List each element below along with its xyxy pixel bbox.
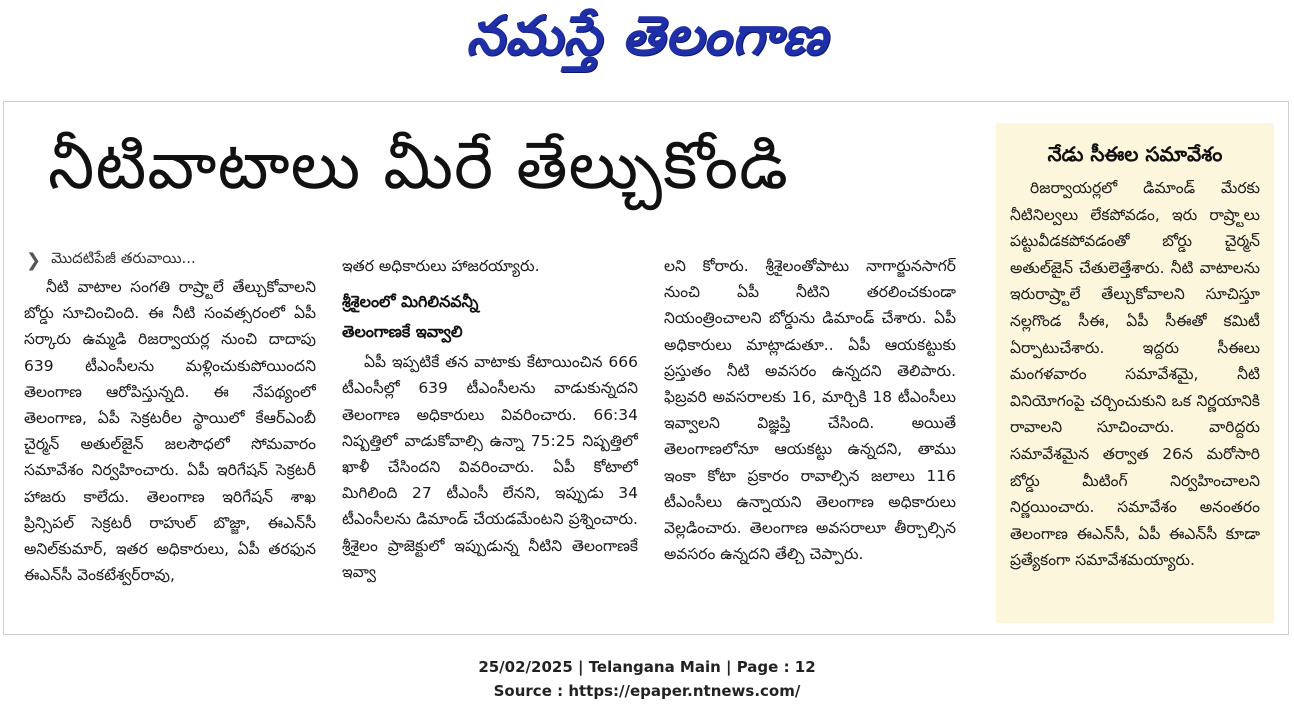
footer-date-page: 25/02/2025 | Telangana Main | Page : 12 (478, 658, 816, 676)
sidebar-box (996, 123, 1274, 623)
article-paragraph: నీటి వాటాల సంగతి రాష్ర్టాలే తేల్చుకోవాలని బోర్డు సూచించింది. ఈ నీటి సంవత్సరంలో ఏపీ సర్కారు ఉమ్మడి రిజర్వాయర్ల నుంచి దాదాపు 639 టీఎంసీలను మళ్లించుకుపోయిందని తెలంగాణ ఆరోపిస్తున్నది. ఈ నేపథ్యంలో తెలంగాణ, ఏపీ సెక్రటరీల స్థాయిలో కేఆర్‌ఎంబీ చైర్మన్ అతుల్‌జైన్ జలసౌధలో సోమవారం సమావేశం నిర్వహించారు. ఏపీ ఇరిగేషన్ సెక్రటరీ హాజరు కాలేదు. తెలంగాణ ఇరిగేషన్ శాఖ ప్రిన్సిపల్ సెక్రటరీ రాహుల్ బొజ్జా, ఈఎన్‌సీ అనిల్‌కుమార్, ఇతర అధికారులు, ఏపీ తరఫున ఈఎన్‌సీ వెంకటేశ్వర్‌రావు, (24, 278, 316, 585)
article-column-1 (24, 274, 316, 614)
subheading-line-1: శ్రీశైలంలో మిగిలినవన్నీ (342, 292, 479, 312)
masthead (0, 0, 1294, 90)
article-paragraph-lead: ఇతర అధికారులు హాజరయ్యారు. (342, 257, 540, 275)
page-footer (0, 655, 1294, 703)
sidebar-body: రిజర్వాయర్లలో డిమాండ్ మేరకు నీటినిల్వలు లేకపోవడం, ఇరు రాష్ర్టాలు పట్టువీడకపోవడంతో బోర్డు చైర్మన్ అతుల్‌జైన్ చేతులెత్తేశారు. నీటి వాటాలను ఇరురాష్ర్టాలే తేల్చుకోవాలని సూచిస్తూ నల్లగొండ సీఈ, ఏపీ సీఈతో కమిటీ ఏర్పాటుచేశారు. ఇద్దరు సీఈలు మంగళవారం సమావేశమై, నీటి వినియోగంపై చర్చించుకుని ఒక నిర్ణయానికి రావాలని సూచించారు. వారిద్దరు సమావేశమైన తర్వాత 26న మరోసారి బోర్డు మీటింగ్ నిర్వహించాలని నిర్ణయించారు. సమావేశం అనంతరం తెలంగాణ ఈఎన్‌సీ, ఏపీ ఈఎన్‌సీ కూడా ప్రత్యేకంగా సమావేశమయ్యారు. (1010, 179, 1260, 570)
chevron-right-icon: ❯ (26, 249, 42, 271)
article-paragraph: ఏపీ ఇప్పటికే తన వాటాకు కేటాయించిన 666 టీఎంసీల్లో 639 టీఎంసీలను వాడుకున్నదని తెలంగాణ అధికారులు వివరించారు. 66:34 నిష్పత్తిలో వాడుకోవాల్సి ఉన్నా 75:25 నిష్పత్తిలో ఖాళీ చేసిందని వివరించారు. ఏపీ కోటాలో మిగిలింది 27 టీఎంసీ లేనని, ఇప్పుడు 34 టీఎంసీలను డిమాండ్ చేయడమేంటని ప్రశ్నించారు. శ్రీశైలం ప్రాజెక్టులో ఇప్పుడున్న నీటిని తెలంగాణకే ఇవ్వా (342, 353, 638, 581)
sidebar-title: నేడు సీఈల సమావేశం (1047, 142, 1223, 166)
subheading-line-2: తెలంగాణకే ఇవ్వాలి (342, 322, 463, 342)
article-paragraph: లని కోరారు. శ్రీశైలంతోపాటు నాగార్జునసాగర్ నుంచి ఏపీ నీటిని తరలించకుండా నియంత్రించాలని బోర్డును డిమాండ్ చేశారు. ఏపీ అధికారులు మాట్లాడుతూ.. ఏపీ ఆయకట్టుకు ప్రస్తుతం నీటి అవసరం ఉన్నదని తెలిపారు. ఫిబ్రవరి అవసరాలకు 16, మార్చికి 18 టీఎంసీలు ఇవ్వాలని విజ్ఞప్తి చేసింది. అయితే తెలంగాణలోనూ ఆయకట్టు ఉన్నదని, తాము ఇంకా కోటా ప్రకారం రావాల్సిన జలాలు 116 టీఎంసీలు ఉన్నాయని తెలంగాణ అధికారులు వెల్లడించారు. తెలంగాణ అవసరాలూ తీర్చాల్సిన అవసరం ఉన్నదని తేల్చి చెప్పారు. (664, 257, 956, 564)
article-column-2 (342, 253, 638, 615)
newspaper-logo: నమస్తే తెలంగాణ (466, 4, 828, 67)
article-column-3 (664, 253, 956, 615)
continuation-label: మొదటిపేజీ తరువాయి... (51, 249, 196, 267)
footer-source: Source : https://epaper.ntnews.com/ (493, 682, 801, 700)
article-subheading (342, 287, 638, 347)
continuation-marker (26, 248, 196, 272)
article-headline: నీటివాటాలు మీరే తేల్చుకోండి (48, 127, 789, 204)
